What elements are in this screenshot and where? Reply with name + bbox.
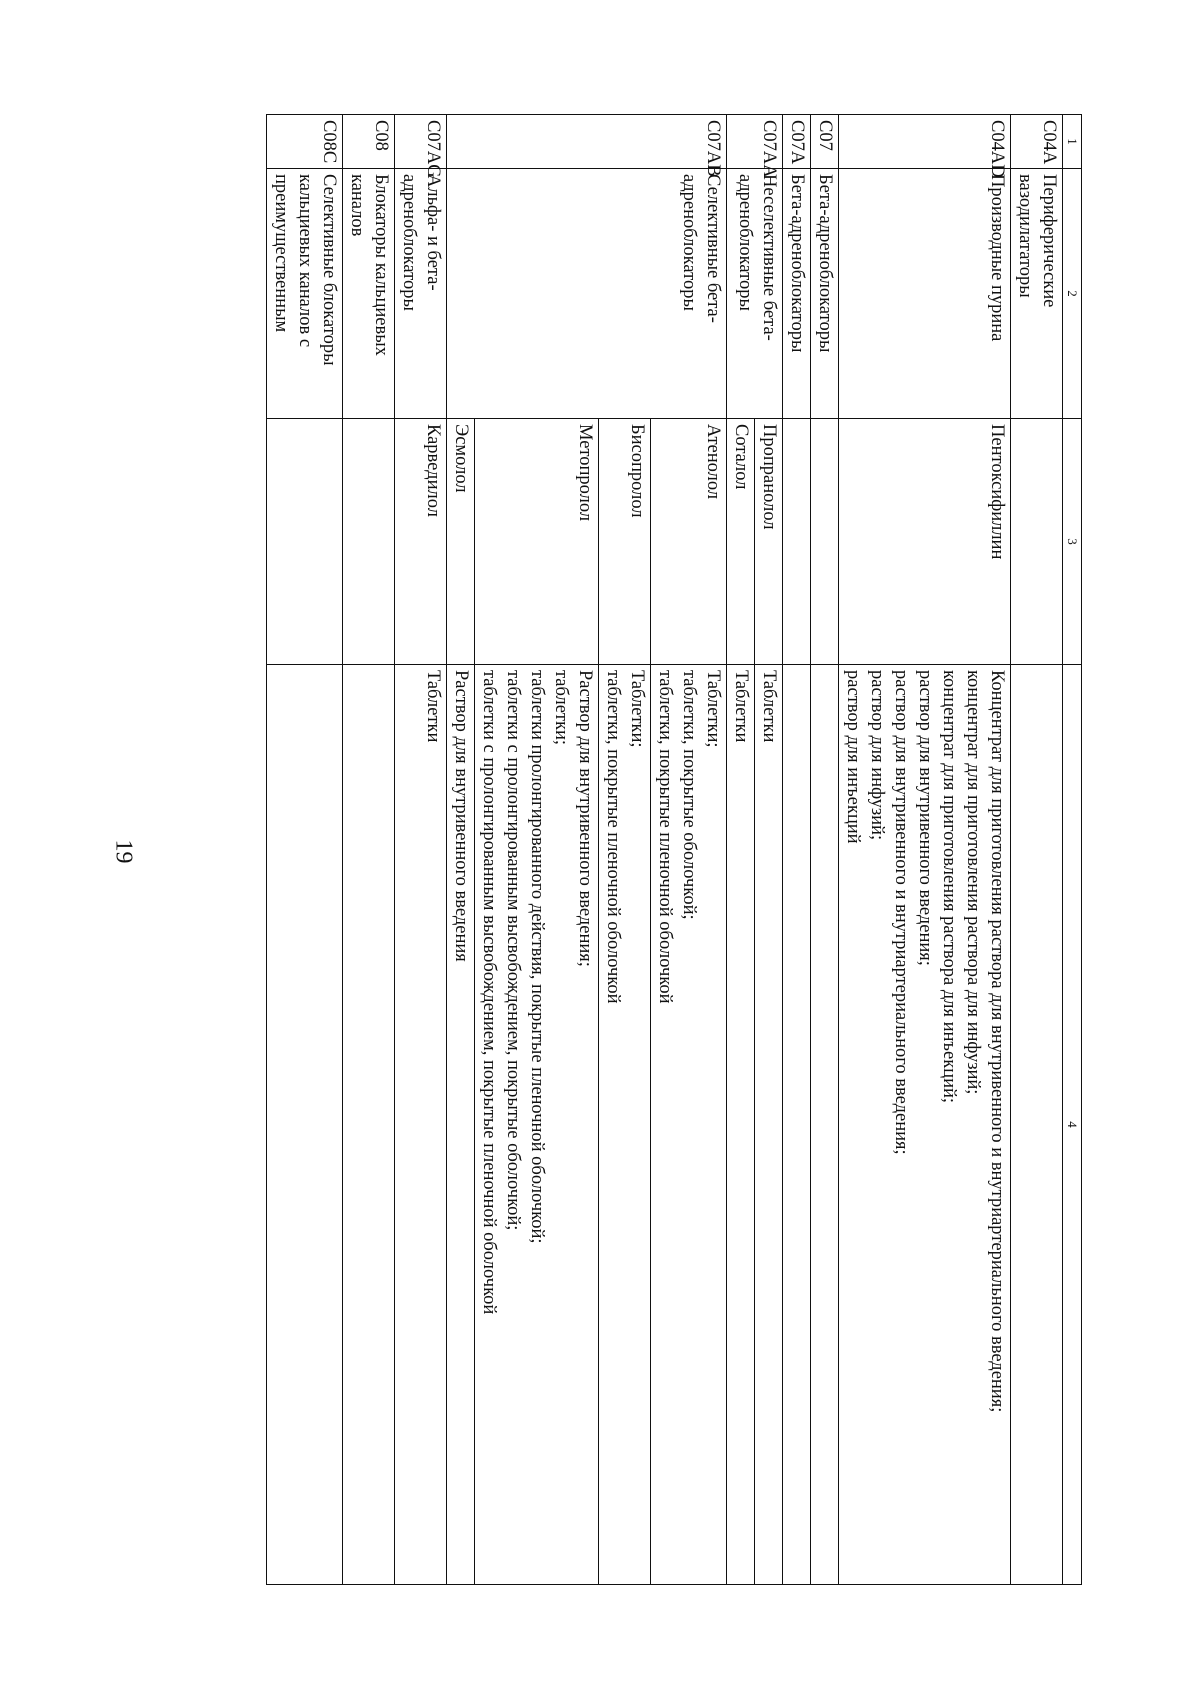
dosage-forms [599,665,651,1585]
header-col-3: 3 [1063,419,1082,665]
dosage-form-line: раствор для внутривенного введения; [915,670,935,966]
drug-name: Бисопролол [599,419,651,665]
table-row-c08c [267,115,343,1585]
group-name: Селективные блокаторы кальциевых каналов с преимущественным [267,169,343,419]
drug-name: Пентоксифиллин [839,419,1011,665]
atc-code: C07AG [395,115,447,169]
dosage-form-line: таблетки, покрытые пленочной оболочкой [603,670,623,1004]
dosage-form-line: раствор для инфузий; [867,670,887,841]
table-row-c07 [811,115,839,1585]
rotated-page [192,114,1082,1584]
dosage-form-line: таблетки с пролонгированным высвобождением, покрытые пленочной оболочкой [479,670,499,1315]
dosage-forms [651,665,727,1585]
dosage-form-line: Раствор для внутривенного введения; [575,670,595,967]
header-col-1: 1 [1063,115,1082,169]
dosage-form-line: таблетки, покрытые оболочкой; [679,670,699,920]
table-row-c07ab [651,115,727,1585]
group-name: Селективные бета-адреноблокаторы [447,169,727,419]
drug-name [343,419,395,665]
header-col-2: 2 [1063,169,1082,419]
group-name: Неселективные бета-адреноблокаторы [727,169,783,419]
dosage-forms [811,665,839,1585]
dosage-form-line: таблетки с пролонгированным высвобождением, покрытые оболочкой; [503,670,523,1231]
drug-name: Эсмолол [447,419,475,665]
dosage-form-line: таблетки пролонгированного действия, покрытые пленочной оболочкой; [527,670,547,1244]
header-col-4: 4 [1063,665,1082,1585]
atc-code: C07 [811,115,839,169]
dosage-forms [343,665,395,1585]
dosage-forms: Раствор для внутривенного введения [447,665,475,1585]
atc-code: C08C [267,115,343,169]
drug-name [1011,419,1063,665]
group-name: Производные пурина [839,169,1011,419]
dosage-forms [475,665,599,1585]
drug-name [783,419,811,665]
group-name: Периферические вазодилататоры [1011,169,1063,419]
dosage-forms: Таблетки [727,665,755,1585]
table-row-c08 [343,115,395,1585]
table-row-c04ad [839,115,1011,1585]
dosage-forms [839,665,1011,1585]
group-name: Бета-адреноблокаторы [783,169,811,419]
group-name: Бета-адреноблокаторы [811,169,839,419]
dosage-form-line: Концентрат для приготовления раствора для внутривенного и внутриартериального введения; [987,670,1007,1413]
atc-code: C07A [783,115,811,169]
table-row-c07a [783,115,811,1585]
table-row-c07aa [755,115,783,1585]
drug-name: Атенолол [651,419,727,665]
group-name: Альфа- и бета-адреноблокаторы [395,169,447,419]
dosage-form-line: раствор для инъекций [843,670,863,844]
dosage-forms [267,665,343,1585]
page-number: 19 [110,839,137,863]
dosage-form-line: Таблетки; [703,670,723,748]
drug-name [811,419,839,665]
dosage-forms [783,665,811,1585]
drug-name: Пропранолол [755,419,783,665]
group-name: Блокаторы кальциевых каналов [343,169,395,419]
header-row [1063,115,1082,1585]
table-row-c04a [1011,115,1063,1585]
dosage-form-line: концентрат для приготовления раствора для инъекций; [939,670,959,1104]
atc-code: C07AB [447,115,727,169]
dosage-form-line: Таблетки; [627,670,647,748]
dosage-forms [1011,665,1063,1585]
drug-name [267,419,343,665]
dosage-forms: Таблетки [395,665,447,1585]
dosage-form-line: раствор для внутривенного и внутриартериального введения; [891,670,911,1155]
drug-name: Карведилол [395,419,447,665]
table-row-c07ag [395,115,447,1585]
atc-code: C04A [1011,115,1063,169]
atc-code: C04AD [839,115,1011,169]
drug-name: Соталол [727,419,755,665]
dosage-form-line: концентрат для приготовления раствора для инфузий; [963,670,983,1095]
atc-code: C08 [343,115,395,169]
dosage-forms: Таблетки [755,665,783,1585]
dosage-form-line: таблетки, покрытые пленочной оболочкой [655,670,675,1004]
drug-name: Метопролол [475,419,599,665]
atc-code: C07AA [727,115,783,169]
dosage-form-line: таблетки; [551,670,571,746]
drug-table [266,114,1082,1585]
